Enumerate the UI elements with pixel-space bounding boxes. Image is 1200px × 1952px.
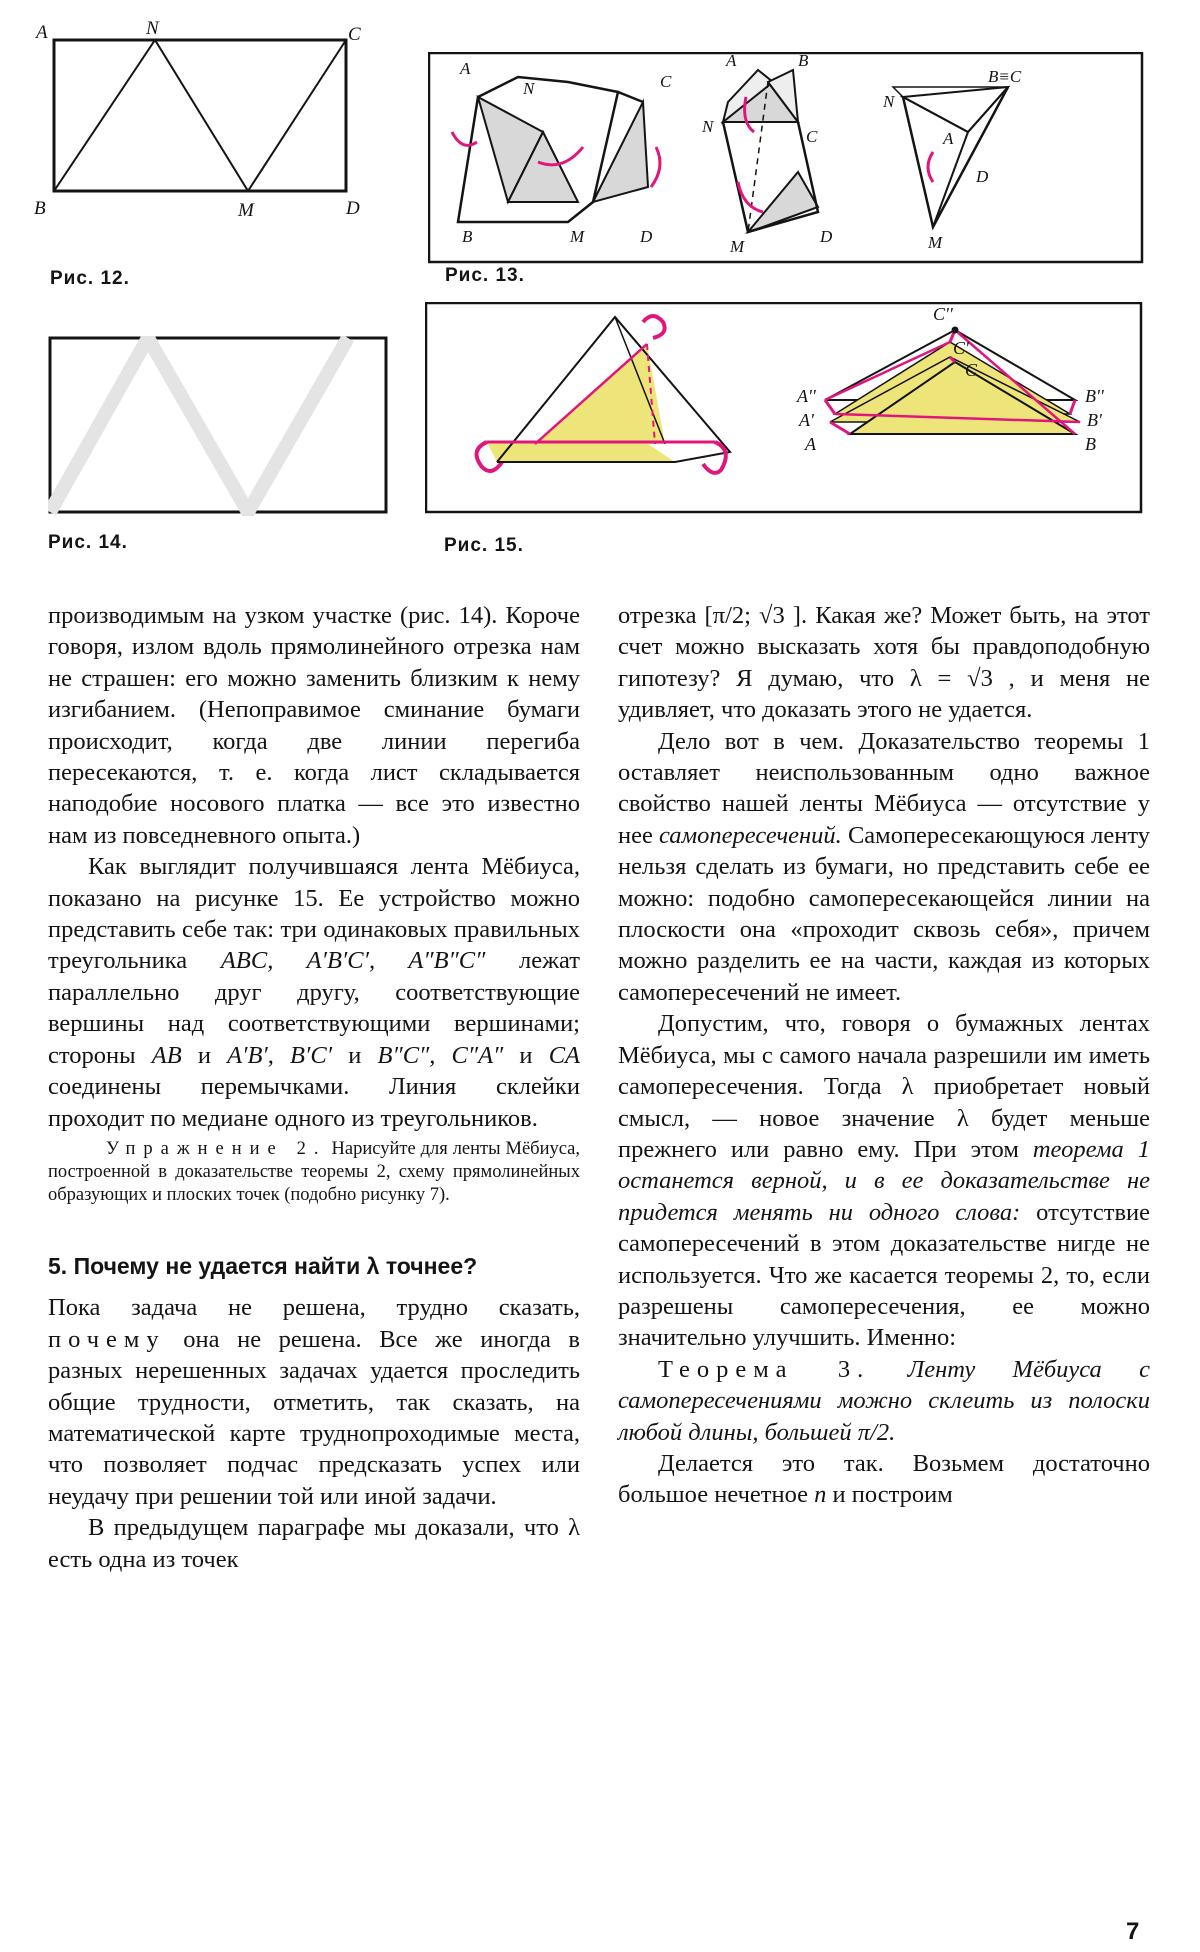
paragraph: Делается это так. Возьмем достаточно большое нечетное n и построим	[618, 1449, 1150, 1509]
theorem-3	[618, 1354, 1150, 1448]
label-m: M	[238, 200, 254, 221]
interval: [π/2; √3 ].	[704, 602, 808, 629]
label-m: M	[570, 227, 585, 246]
label-m: M	[928, 233, 943, 252]
fold-step-1	[452, 59, 672, 246]
paragraph: Допустим, что, говоря о бумажных лентах Мёбиуса, мы с самого начала разрешили им иметь самопересечения. Тогда λ приобретает новый смысл, — новое значение λ будет меньше прежнего или равно ему. При этом теорема 1 останется верной, и в ее доказательстве не придется менять ни одного слова: отсутствие самопересечений в этом доказательстве нигде не используется. Что же касается теоремы 2, то, если разрешены самопересечения, ее можно значительно улучшить. Именно:	[618, 1010, 1151, 1352]
theorem-text: Ленту Мёбиуса с самопересечениями можно склеить из полоски любой длины, большей π/2.	[618, 1355, 1151, 1446]
label-b: B	[462, 227, 473, 246]
label-b1: B'	[1087, 410, 1102, 430]
figure-15	[425, 302, 1143, 514]
exercise-label: Упражнение 2.	[106, 1138, 327, 1159]
label-bc: B≡C	[988, 67, 1022, 86]
label-m: M	[730, 237, 745, 256]
fold-step-2	[701, 52, 833, 256]
figure-14-caption: Рис. 14.	[48, 532, 128, 553]
paragraph: отрезка [π/2; √3 ]. Какая же? Может быть, на этот счет можно высказать хотя бы правдоподобную гипотезу? Я думаю, что λ = √3 , и меня не удивляет, что доказать этого не удается.	[618, 602, 1151, 724]
label-c: C	[348, 24, 361, 45]
label-a2: A''	[797, 386, 816, 406]
label-n: N	[883, 92, 895, 111]
paragraph: Дело вот в чем. Доказательство теоремы 1 оставляет неиспользованным одно важное свойство нашей ленты Мёбиуса — отсутствие у нее самопересечений. Самопересекающуюся ленту нельзя сделать из бумаги, но представить себе ее можно: подобно самопересекающейся линии на плоскости она «проходит сквозь себя», причем можно разделить ее на части, каждая из которых самопересечений не имеет.	[618, 727, 1150, 1006]
label-b2: B''	[1085, 386, 1104, 406]
figure-12	[30, 18, 370, 238]
figure-14	[48, 336, 390, 516]
label-c1: C'	[953, 338, 969, 358]
page-number: 7	[1126, 1918, 1140, 1945]
label-a1: A'	[799, 410, 814, 430]
fold-step-3	[882, 67, 1022, 252]
label-a: A	[805, 434, 816, 454]
section-title: 5. Почему не удается найти λ точнее?	[48, 1252, 478, 1279]
label-b: B	[34, 198, 46, 219]
fold-lines	[54, 40, 346, 191]
theorem-label: Теорема 3.	[658, 1355, 871, 1383]
paragraph: Как выглядит получившаяся лента Мёбиуса, показано на рисунке 15. Ее устройство можно представить себе так: три одинаковых правильных треугольника ABC, A′B′C′, A″B″C″ лежат параллельно друг другу, соответствующие вершины над соответствующими вершинами; стороны AB и A′B′, B′C′ и B″C″, C″A″ и CA соединены перемычками. Линия склейки проходит по медиане одного из треугольников.	[48, 853, 581, 1132]
label-a: A	[460, 59, 471, 78]
figure-13-caption: Рис. 13.	[445, 265, 525, 286]
label-c: C	[660, 72, 672, 91]
label-b: B	[798, 52, 809, 70]
label-c: C	[965, 360, 978, 380]
label-n: N	[523, 79, 535, 98]
label-d: D	[976, 167, 989, 186]
label-d: D	[820, 227, 833, 246]
label-a: A	[726, 52, 737, 70]
exercise-2	[48, 1138, 580, 1207]
mobius-strip-view	[477, 316, 730, 473]
strip-rectangle	[54, 40, 346, 191]
label-c: C	[806, 127, 818, 146]
stacked-triangles-view	[796, 304, 1105, 454]
exercise-text: Нарисуйте для ленты Мёбиуса, построенной в доказательстве теоремы 2, схему прямолинейных образующих и плоских точек (подобно рисунку 7).	[48, 1138, 580, 1205]
paragraph: производимым на узком участке (рис. 14). Короче говоря, излом вдоль прямолинейного отрезка нам не страшен: его можно заменить близким к нему изгибанием. (Непоправимое сминание бумаги происходит, когда две линии перегиба пересекаются, т. е. когда лист складывается наподобие носового платка — все это известно нам из повседневного опыта.)	[48, 602, 580, 849]
figure-12-caption: Рис. 12.	[50, 268, 130, 289]
figure-13	[428, 52, 1144, 264]
paragraph: Пока задача не решена, трудно сказать, почему она не решена. Все же иногда в разных нерешенных задачах удается проследить общие трудности, отметить, так сказать, на математической карте труднопроходимые места, что позволяет подчас предсказать успех или неудачу при решении той или иной задачи.	[48, 1294, 580, 1510]
right-column	[618, 600, 1150, 1511]
label-a: A	[36, 22, 48, 43]
label-a: A	[943, 129, 954, 148]
label-n: N	[146, 18, 159, 39]
label-d: D	[346, 198, 360, 219]
label-c2: C''	[933, 304, 953, 324]
label-d: D	[640, 227, 653, 246]
formula: λ = √3 ,	[909, 664, 1015, 692]
paragraph: В предыдущем параграфе мы доказали, что λ есть одна из точек	[48, 1514, 580, 1573]
figure-15-caption: Рис. 15.	[444, 535, 524, 556]
label-n: N	[702, 117, 714, 136]
left-column	[48, 600, 580, 1575]
label-b: B	[1085, 434, 1096, 454]
